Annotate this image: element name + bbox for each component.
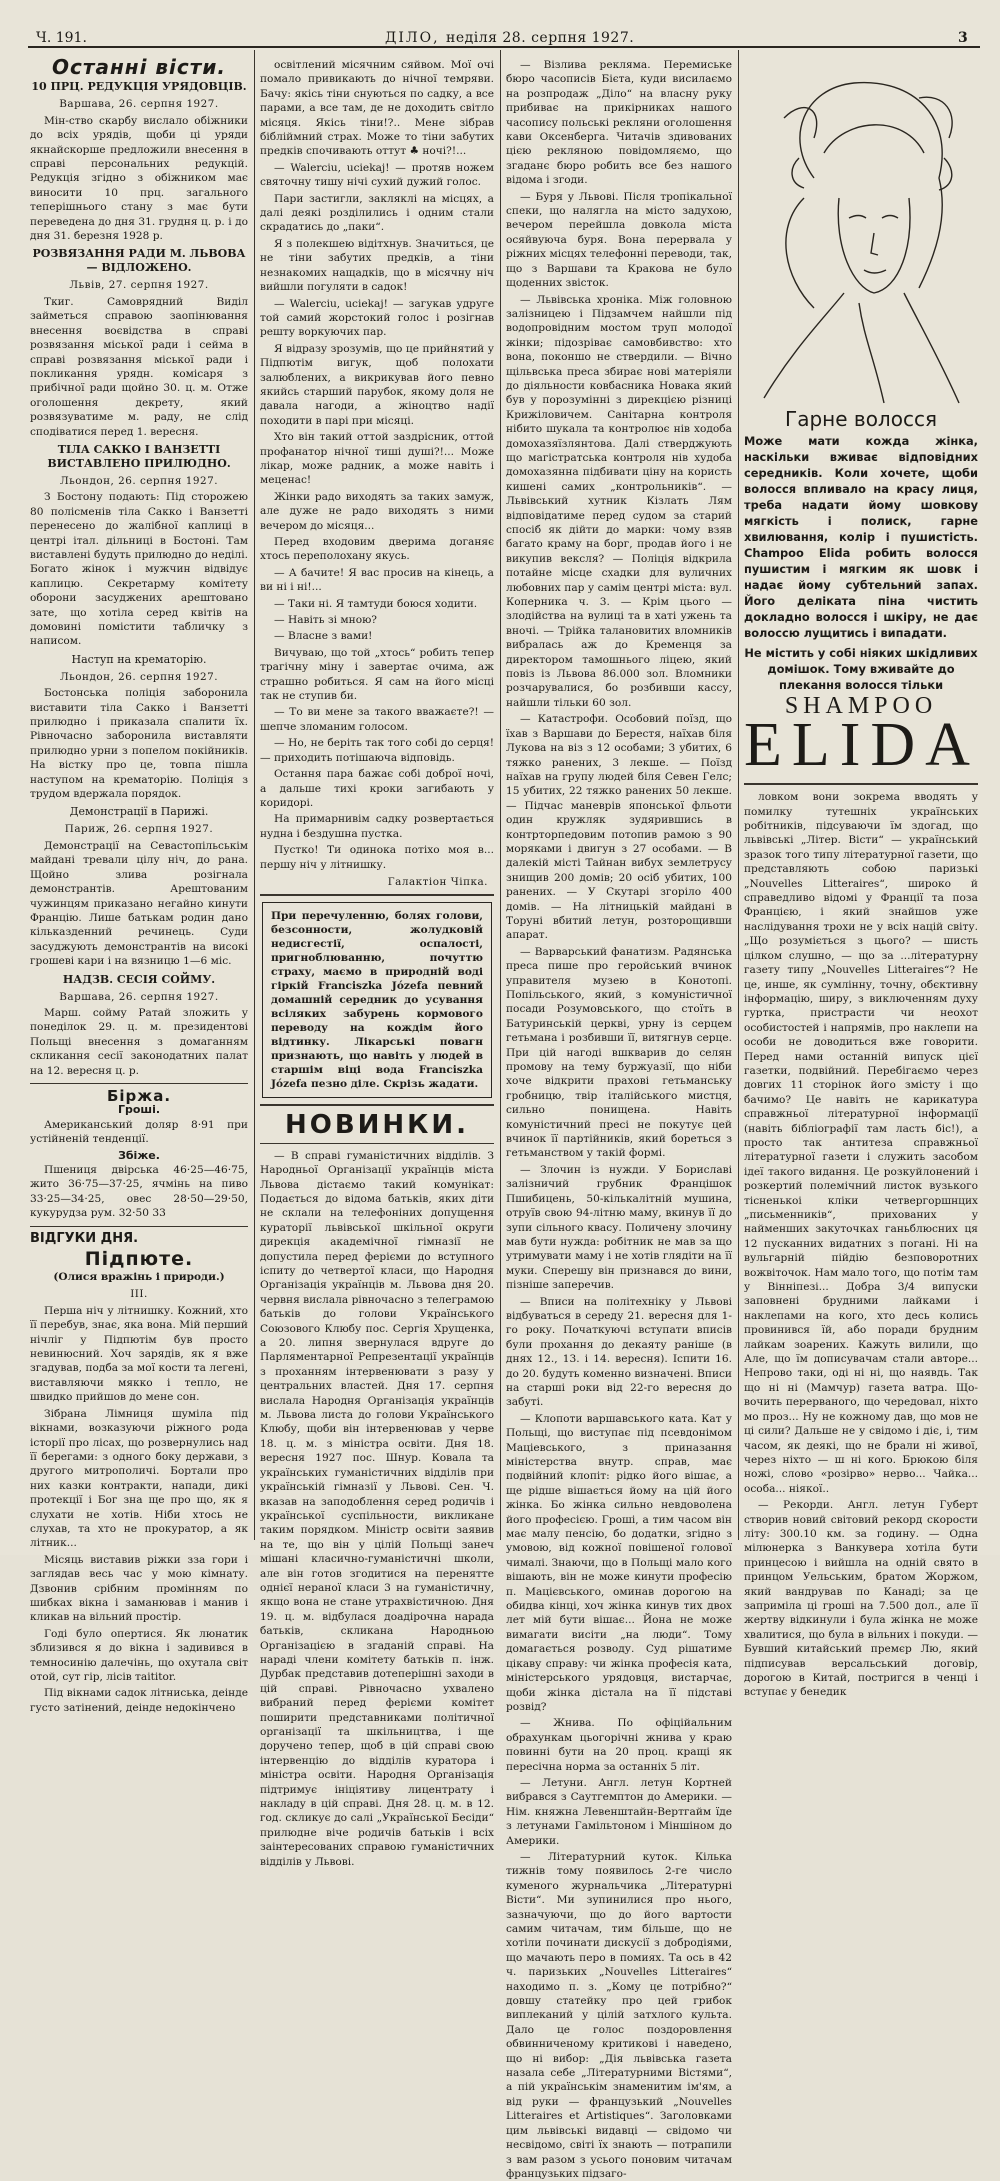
brand-line-shampoo: SHAMPOO bbox=[784, 692, 938, 719]
masthead bbox=[385, 30, 634, 46]
news-paragraph: — Клопоти варшавського ката. Кат у Польщі, що виступає під псевдонімом Маціевського, з приназання міністерства внутр. справ, має подвійний клопіт: рідко його вішає, а ще рідше вішається йому на цій його жінка. Бо жінка сильно невдоволена його професією. Грошi, а тим часом він має малу пенсію, бо додатки, згідно з умовою, від кожної повішеної голової чималі. Знаючи, що в Польщі мало кого вішають, він не може кинути професію п. Мацієвського, оминав дорогою на обидва кінці, хоч жінка кинув тих двох лет мій бути вішає... Йона не може вимагати висіти „на люди“. Тому домагається розводу. Суд рішатиме цікаву справу: чи жінка професія ката, міністерського урядовця, вистарчає, щоби жінка дістала на її підставі розвід? bbox=[506, 1412, 732, 1713]
news-dateline: Париж, 26. серпня 1927. bbox=[64, 823, 214, 836]
money-label: Гроші. bbox=[117, 1103, 161, 1117]
story-paragraph: — Таки ні. Я тамтуди боюся ходити. bbox=[274, 597, 478, 610]
news-title: РОЗВЯЗАННЯ РАДИ М. ЛЬВОВА — ВІДЛОЖЕНО. bbox=[32, 247, 246, 275]
news-dateline: Льондон, 26. серпня 1927. bbox=[59, 474, 219, 487]
brand-line-elida: ELIDA bbox=[744, 711, 980, 780]
story-continuation bbox=[260, 58, 494, 889]
article-paragraph: ловком вони зокрема вводять у помилку тутешніх українських робітників, підсуваючи їм здогад, що львівські „Літер. Вісти“ — український зразок того типу літературної газети, що представляють собою паризькі „Nouvelles Litteraires“, широко й справедливо відомі у Франції та поза Францією, і який знайшов уже наслідування трохи не у всіх націй світу. „Що розуміється з цього? — шисть цілком слушно, — що за ...літературну газету типу „Nouvelles Litteraires“? Не це, инше, як сумлінну, точну, обєктивну інформацію, ширу, з виключенням духу гуртка, пристрасти чи неохот особистостей і напрямів, про наклепи на особи не доводиться вже говорити. Перед нами останній випуск цієї газетки, подвійний. Перебігаємо через довгих 11 сторінок його змісту і що бачимо? Це навіть не карикатура справжньої літературної інформації (навіть бібліографії там ласть біс!), а просто так антитеза справжньої літературної газети і служить засобом ідеї такого видання. Це розкуйлонений і розкертий полемічний листок вузького тісненькоі кліки четвергоршнцих „письменників“, прихованих у найменших закуточках ганьблюсних ця 12 пусканних видатних з погані. Ні на вульгарній пійдію безповоротних вожвіточок. Нам мало того, що потім там у Вінніпезі... Добра 3/4 випуски заповнені брудними лайками і наклепами на кого, хто десь колись провинився їй, або поради брудним лайкам зоарених. Кажуть вилили, що Але, що їм дописувачам стали авторе... Непрово таки, оді ні ні, що наявдь. Так що ні ні (Мамчур) газета ватра. Що-вочить перерваного, що чередовал, ніхто мо проз... Ну не кожному дав, що мов не ці сили? Дальше не у свідомо і діє, і, тим часом, як деякі, що не брали ні живої, через ніхто — ш ні кого. Брюкою біля ножі, слово «розірво» нерво... Чайка... особа... ніякої.. bbox=[744, 791, 978, 1495]
story-paragraph: Хто він такий оттой заздрісник, оттой профанатор нічної тиші душі?!... Може лікар, може радник, а може навіть і меценас! bbox=[260, 431, 494, 487]
story-paragraph: На примарнивім садку розвертається нудна і бездушна пустка. bbox=[260, 813, 494, 840]
story-paragraph: — То ви мене за такого вважаєте?! — шепче зломаним голосом. bbox=[260, 706, 494, 733]
divider bbox=[30, 1083, 248, 1084]
story-paragraph: Місяць виставив ріжки зза гори і заглядав весь час у мою кімнату. Дзвонив срібним промінням по шибках вікна і заманював і манив і кликав на вільний простір. bbox=[30, 1553, 248, 1624]
divider bbox=[744, 783, 978, 785]
news-paragraph: — Львівська хроніка. Між головною залізницею і Підзамчем найшли під водопровідним мостом труп молодої жінки; підозріває самовбивство: хто вона, поконшо не ствердили. — Вічно щільвська преса збирає нові матеріяли до діяльности ковбасника Новака який був у порозумінні з дирекцією різниці Крижіловичем. Санітарна контроля нібито шукала та контролює нів ходоба домохазяїзлянтова. Далі стверджують що магістратська контроля нів худоба домохазянна підбивати ціну на користь кишені самих „контрольників“. — Львівський хутник Кізлать Лям відповідатиме перед судом за старий спосіб як дійти до марки: чому взяв багато краму на борг, продав його і не викупив вексля? — Поліція відкрила потайне місце схадки для вуличних любовних пар у самім центрі міста: вул. Коперника ч. 3. — Крім цього — злодійства на вулиці та в хаті ужень та вночі. — Трійка талановитих вломників вибралась аж до Кременця за директором тамошнього ліцею, який повіз із Львова 86.000 зол. Вломники розчарувалися, бо розбивши кассу, найшли тільки 60 зол. bbox=[506, 293, 732, 709]
story-paragraph: Жінки радо виходять за таких замуж, але дуже не радо виходять з ними вечером до місяця... bbox=[260, 490, 494, 532]
vidguky-title: ВІДГУКИ ДНЯ. bbox=[30, 1230, 139, 1246]
story-paragraph: Зібрана Лімниця шуміла під вікнами, возказуючи ріжного рода історії про лісах, що розвернулись над її берегами: з одного боку держави, з другого митрополичі. Бортали про них казки контракти, напади, дикі протекції і Бог зна ще про що, як я слухати не хотів. Ніби хтось не слухав, та хто не прокуратор, а як літник... bbox=[30, 1407, 248, 1550]
ad-text: При перечуленню, болях голови, безсонности, жолудковій недисгестії, оспалості, пригноблюванню, почуттю страху, маємо в природній воді гіркій Franciszka Józefa певний домашній середник до усування всіляких забурень кормового переводу на кождім його відтинку. Лікарські повагн признають, що навіть у людей в старшім віці вода Franciszka Józefa пезно діле. Скрізь жадати. bbox=[271, 910, 483, 1091]
elida-ad bbox=[744, 58, 980, 780]
column-4 bbox=[744, 58, 980, 1699]
novynky-title: НОВИНКИ. bbox=[284, 1110, 470, 1141]
column-2 bbox=[260, 58, 494, 1868]
divider bbox=[260, 1104, 494, 1106]
news-title: НАДЗВ. СЕСІЯ СОЙМУ. bbox=[62, 972, 216, 986]
story-paragraph: Перша ніч у літнишку. Кожний, хто її перебув, знає, яка вона. Мій перший нічліг у Підпютім був просто невинюсний. Хоч зарядів, як я вже згадував, подба за мої кости та легені, виставляючи мякко і тепло, не швидко прийшов до мене сон. bbox=[30, 1304, 248, 1404]
column-1 bbox=[30, 55, 248, 1714]
news-text: Ткиг. Самоврядний Виділ займеться справою заопінювання внесення воєвідства в справі розвязання міської ради і сейма в справі розвязання міської ради і покликання урядн. комісаря з прибічної ради щойно 30. ц. м. Отже оголошення декрету, який розвязуватиме м. раду, не слід сподіватися перед 1. вересня. bbox=[30, 295, 248, 438]
news-item bbox=[30, 247, 248, 438]
news-paragraph: — Варварський фанатизм. Радянська преса пише про геройський вчинок управителя музею в Конотопі. Попільського, який, з комуністичної посади Розумовського, що стоїть в Батуринській церкві, урну із серцем гетьмана і розбивши її, витягнув серце. При цій нагоді вшкварив до селян промову на тему буржуазії, що ніби хоче відкрити прахові гетьманську гробницю, твір італійського мистця, сильно понищена. Навіть комуністичний пресі не покутує цей вчинок її партійників, який бореться з гетьманством у такій формі. bbox=[506, 945, 732, 1160]
birzha-title: Біржа. bbox=[106, 1086, 172, 1105]
grain-text: Пшениця двірська 46·25—46·75, жито 36·75—37·25, ячмінь на пиво 33·25—34·25, овес 28·50—29·50, кукурудза рум. 32·50 33 bbox=[30, 1164, 248, 1220]
story-paragraph: — А бачите! Я вас просив на кінець, а ви ні і ні!... bbox=[260, 566, 494, 594]
ad-footer: Не містить у собі ніяких шкідливих домішок. Тому вживайте до плекання волосся тільки bbox=[744, 645, 978, 692]
news-item bbox=[30, 973, 248, 1078]
vidguky-section bbox=[30, 1232, 248, 1716]
column-3 bbox=[506, 58, 732, 2180]
woman-portrait-illustration bbox=[744, 58, 978, 408]
story-paragraph: Пари застигли, закляклі на місцях, а далі деякі розділились і одним стали скрадатись до „паки“. bbox=[260, 192, 494, 234]
news-paragraph: — Жнива. По офіційальним обрахункам цьогорічні жнива у краю повинні бути на 20 проц. кращі як пересічна норма за останніх 5 літ. bbox=[506, 1717, 732, 1773]
ad-title: Гарне волосся bbox=[785, 407, 937, 432]
story-paragraph: Пустко! Ти одинока потіхо моя в... першу ніч у літнишку. bbox=[260, 844, 494, 871]
masthead-date: неділя 28. серпня 1927. bbox=[445, 30, 635, 46]
story-paragraph: — Walerciu, uciekaj! — протяв ножем святочну тишу нічі сухий дужий голос. bbox=[260, 161, 494, 189]
news-dateline: Льондон, 26. серпня 1927. bbox=[59, 670, 219, 683]
story-paragraph: Остання пара бажає собі доброї ночі, а дальше тихі кроки загибають у коридорі. bbox=[260, 768, 494, 809]
news-item bbox=[30, 443, 248, 649]
story-paragraph: Під вікнами садок літниська, деінде густо затінений, деінде недокінчено bbox=[30, 1687, 248, 1714]
news-item bbox=[30, 80, 248, 243]
issue-number: Ч. 191. bbox=[36, 30, 87, 46]
news-text: Мін-ство скарбу вислало обіжники до всіх урядів, щоби ці уряди якнайскорше предложили внесення в справі персональних редукцій. Редукція згідно з обіжником має виносити 10 прц. загального теперішнього стану з має бути переведена до дня 31. грудня ц. р. і до дня 31. березня 1928 р. bbox=[30, 114, 248, 243]
news-title: Демонстрації в Парижі. bbox=[69, 805, 209, 819]
news-text: З Бостону подають: Під сторожею 80 полісменів тіла Сакко і Ванзетті перенесено до жалібної каплиці в центрі італ. дільниці в Бостоні. Там виставлені будуть прилюдно до неділі. Богато жінок і мужчин відвідує каплицю. Секретарму комітету оборони засуджених арештовано зате, що хотіла серед квітів на домовині помістити табличку з написом. bbox=[30, 491, 248, 648]
news-dateline: Львів, 27. серпня 1927. bbox=[69, 279, 209, 292]
page-number: 3 bbox=[958, 30, 968, 46]
news-paragraph: — В справі гуманістичних відділів. З Народньої Організації українців міста Львова дістаємо такий комунікат: Подається до відома батьків, яких діти не склали на телефоніних допущення кураторії львівської шкільної округи дирекція академічної гімназії не допустила перед ферієми до вступного іспиту до четвертої класи, що Народня Організація українців м. Львова дня 20. червня вислала рівночасно з телеграмою батьків до голови Українського Союзового Клюбу пос. Сергія Хрущенка, а 20. липня звернулася вдруге до Парляментарної Репрезентації українців з проханням інтервенювати з разу у центральних властей. Дня 17. серпня вислала Народня Організація українців м. Львова листа до голови Українського Клюбу, щоби він інтервенював у черве 18. ц. м. з міністра освіти. Дня 18. вересня 1927 пос. Шнур. Ковала та українських гуманістичних відділів при українській гімназії у Львові. Сен. Ч. вказав на заподоблення серед родичів і української суспільности, викликане таким порядком. Міністр освіти заявив на те, що він у цілій Польщі занеч мішані класично-гуманістичні школи, але він готов згодитися на перенятте однієї нераної класи 3 на гуманістичну, якщо вона не стане утрахвістичною. Дня 19. ц. м. відбулася доадірочна нарада батьків, скликана Народньою Організацією в згаданій справі. На нараді члени комітету батьків п. інж. Дурбак представив дотеперішні заходи в цій справі. Рівночасно ухвалено вибраний перед ферієми комітет поширити представниками політичної організації та шкільництва, і ще доручено тепер, щоб в цій справі свою інтервенцію до відділів куратора і міністра освіти. Народня Організація підтримує ініціятиву лицентрату і накладу в цій справі. Дня 28. ц. м. в 12. год. скликує до салі „Української Бесіди“ прилюдне віче родичів батьків і всіх заінтересованих справою гуманістичних відділів у Львові. bbox=[260, 1149, 494, 1868]
header-rule bbox=[28, 46, 980, 48]
news-paragraph: — Катастрофи. Особовий поїзд, що їхав з Варшави до Берестя, наїхав біля Лукова на віз з 12 особами; 3 убитих, 6 тяжко ранених, 3 лекше. — Поїзд наїхав на групу людей біля Севен Гелс; 15 убитих, 22 тяжко ранених 50 лекше. — Підчас маневрів японської фльоти один кружляк зудярившись в контрторпедовим потопив рамою з 90 моряками і двигун з 27 особами. — В далекій місті Тайнан вибух землетрусу знищив 200 домів; 20 осіб убитих, 100 ранених. — У Скутарі згоріло 400 домів. — На літницькій майдані в Торуні вбитий летун, розторощивши апарат. bbox=[506, 713, 732, 942]
story-paragraph: Вичуваю, що той „хтось“ робить тепер трагічну міну і завертає очима, аж страшно робиться. Я сам на його місці так не ступив би. bbox=[260, 646, 494, 703]
birzha-section bbox=[30, 1086, 248, 1221]
story-paragraph: — Но, не беріть так того собі до серця! — приходить потішаюча відповідь. bbox=[260, 737, 494, 764]
news-paragraph: — Літературний куток. Кілька тижнів тому появилось 2-ге число куменого журнальчика „Літературні Вісти“. Ми зупинилися про нього, зазначуючи, що до його вартости самим читачам, тим більше, що не хотіли починати дискусії з добродіями, що мачають перо в помиях. Та ось в 42 ч. паризьких „Nouvelles Litteraires“ находимо п. з. „Кому це потрібно?“ довшу статейку про цей грибок виплеканий у цілій затхлого культа. Дало це голос поздоровлення обвинниченому критикові і наведено, що ні вибор: „Дія львівська газета назала себе „Літературними Вістями“, а пій українськім знаменитим ім'ям, а від руки — французький „Nouvelles Litteraires et Artistiques“. Заголовками цим львівські видавці — свідомо чи несвідомо, світі їх знають — потрапили з вам разом з усього поновим читачам французьких підзаго- bbox=[506, 1850, 732, 2180]
column-divider bbox=[254, 50, 255, 1540]
news-dateline: Варшава, 26. серпня 1927. bbox=[59, 990, 219, 1003]
story-paragraph: Годі було опертися. Як люнатик зблизився я до вікна і задивився в темносинію далечінь, що охутала світ отой, сут гір, лісів таititor. bbox=[30, 1627, 248, 1683]
news-text: Марш. сойму Ратай зложить у понеділок 29. ц. м. президентові Польщі внесення з домаганням скликання сесії законодатних палат на 12. вересня ц. р. bbox=[30, 1006, 248, 1077]
money-text: Американський доляр 8·91 при устійненій тенденції. bbox=[30, 1118, 248, 1146]
story-subtitle: (Олися вражінь і природи.) bbox=[53, 1271, 225, 1284]
news-item bbox=[30, 653, 248, 802]
story-paragraph: Я з полекшею відітхнув. Значиться, це не тіни забутих предків, а тіни незнакомих нащадків, що в місячну ніч вийшли погуляти в садок! bbox=[260, 237, 494, 294]
story-paragraph: освітлений місячним сяйвом. Мої очі помало привикають до нічної темряви. Бачу: якісь тіни снуються по садку, а все парами, а все там, де не доходить світло місяця. Якісь тіни!?.. Мене зібрав бібліймний страх. Може то тіни забутих предків спочивають оттут ♣ ночі?!... bbox=[260, 59, 494, 158]
story-title: Підпюте. bbox=[84, 1248, 194, 1271]
news-dateline: Варшава, 26. серпня 1927. bbox=[59, 98, 219, 111]
story-paragraph: — Навіть зі мною? bbox=[274, 614, 377, 627]
story-paragraph: — Власне з вами! bbox=[274, 630, 373, 643]
article-paragraph: — Рекорди. Англ. летун Губерт створив новий світовий рекорд скорости літу: 300.10 км. за годину. — Одна мілюнерка з Ванкувера хотіла бути принцесою і вийшла на одній свято в принцом Уельським, братом Жоржом, який вандрував по Канаді; за це заприміла ці гроші на 7.500 дол., але її жертву відкинули і була жінка не може хвалитися, що була в вільних і покуди. — Бувший китайський премєр Лю, який підписував версальський договір, дорогою в Китай, постригся в ченці і вступає у бенедик bbox=[744, 1499, 978, 1699]
news-title: 10 ПРЦ. РЕДУКЦІЯ УРЯДОВЦІВ. bbox=[31, 80, 247, 94]
news-text: Бостонська поліція заборонила виставити тіла Сакко і Ванзетті прилюдно і приказала спалити їх. Рівночасно заборонила виставляти прилюдно урни з попелом покійників. На вістку про це, товпа пішла наступом на крематорію. Поліція з трудом вдержала порядок. bbox=[30, 687, 248, 801]
news-paragraph: — Вписи на політехніку у Львові відбуваться в середу 21. вересня для 1-го року. Початкуючі вступати вписів були прохання до декаяту раніше (в днях 12., 13. і 14. вересня). Іспити 16. до 20. будуть коменно визначені. Вписи на старші роки від 22-го вересня до забуті. bbox=[506, 1295, 732, 1409]
masthead-title: ДІЛО, bbox=[385, 30, 440, 46]
story-signature: Галактіон Чіпка. bbox=[387, 875, 488, 888]
news-paragraph: — Летуни. Англ. летун Кортней вибрався з Саутгемптон до Америки. — Нім. княжна Левенштайн-Вертгайм їде з летунами Гамільтоном і Міншіном до Америки. bbox=[506, 1776, 732, 1847]
section-title-latest-news: Останні вісти. bbox=[52, 55, 226, 79]
news-paragraph: — Буря у Львові. Після тропікальної спеки, що налягла на місто задухою, вечером перейшла довкола міста осяйвуюча буря. Вона перервала у ріжних місцях телефонні переводи, так, що з Варшави та Кракова не було щоденних звісток. bbox=[506, 190, 732, 290]
news-item bbox=[30, 805, 248, 968]
news-text: Демонстрації на Севастопільськім майдані тревали цілу ніч, до рана. Щойно злива розігнала демонстрантів. Арештованим чужинцям приказано негайно кинути Францію. Лише батькам родин дано кільказденний речинець. Суди засуджують демонстрантів на високі грошеві кари і на вязницю 1—6 міс. bbox=[30, 839, 248, 968]
news-paragraph: — Злочин із нужди. У Бориславі залізничий грубник Францішок Пшибицень, 50-кількалітній мушина, отруїв свою 94-літню маму, вкинув її до зупи сільного квасу. Поличену злочину мав бути нужда: робітник не мав за що утримувати маму і не хотів глядіти на її муки. Сперешу він признався до вини, пізніше заперечив. bbox=[506, 1163, 732, 1292]
news-title: ТІЛА САККО І ВАНЗЕТТІ ВИСТАВЛЕНО ПРИЛЮДНО. bbox=[47, 442, 231, 470]
grain-label: Збіже. bbox=[118, 1148, 160, 1162]
column-divider bbox=[738, 50, 739, 1540]
news-title: Наступ на крематорію. bbox=[71, 652, 207, 666]
story-paragraph: Я відразу зрозумів, що це прийнятий у Підпютім вигук, щоб полохати залюблених, а викрикував його певно якийсь старший парубок, якому доля не давала нагоди, а жіноцтво надії походити в парі при місяці. bbox=[260, 342, 494, 427]
divider bbox=[260, 894, 494, 896]
divider bbox=[260, 1143, 494, 1144]
story-paragraph: Перед входовим дверима доганяє хтось переполохану якусь. bbox=[260, 536, 494, 563]
news-paragraph: — Візлива рекляма. Перемиське бюро часописів Бієта, куди висилаємо на розпродаж „Діло“ на власну руку прибиває на прикірниках нашого часопису польські рекляни оголошення кави Оксенберга. Читачів здивованих цією рекляною повідомляємо, що згаданє бюро робить все без нашого відома і згоди. bbox=[506, 59, 732, 187]
story-part: III. bbox=[130, 1288, 148, 1301]
column-divider bbox=[500, 50, 501, 1540]
story-paragraph: — Walerciu, uciekaj! — загукав удруге той самий жорстокий голос і розігнав решту воркуючих пар. bbox=[260, 297, 494, 339]
divider bbox=[30, 1226, 248, 1227]
ad-text: Може мати кожда жінка, наскільки вживає відповідних середників. Коли хочете, щоби волосся впливало на красу лиця, треба надати йому шовкову мягкість і полиск, гарне хвилювання, колір і пушистість. Champoo Elida робить волосся пушистим і мягким як шовк і надає йому субтельний запах. Його деліката піна чистить докладно волосся і шкіру, не дає волоссю лущитись і випадати. bbox=[744, 433, 978, 640]
franz-josef-water-ad bbox=[262, 902, 492, 1098]
